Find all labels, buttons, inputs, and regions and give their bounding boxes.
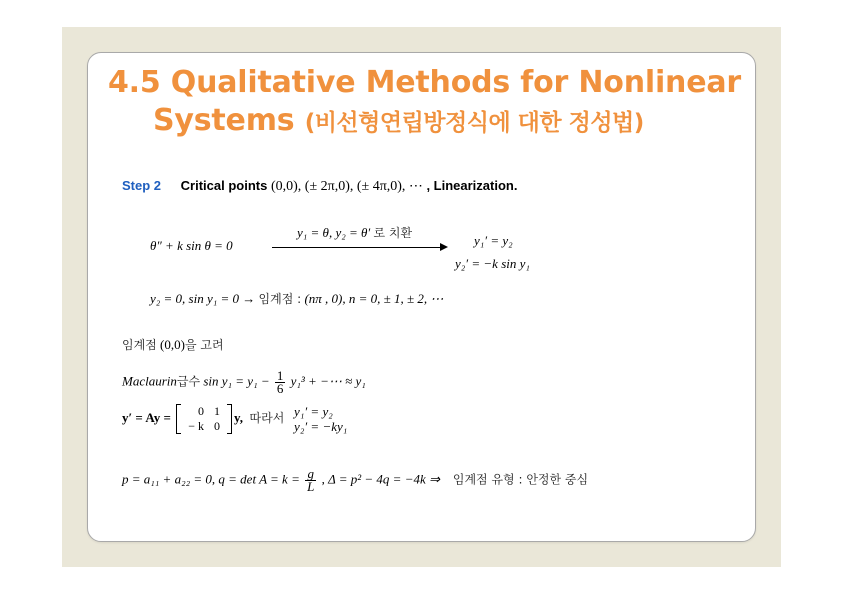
maclaurin-line bbox=[122, 370, 366, 395]
classification-line bbox=[122, 468, 588, 493]
eq1-result-1: y₁′ = y₂ bbox=[474, 233, 513, 248]
matrix-eq-r1: y₁′ = y₂ bbox=[294, 404, 333, 419]
eq1-arrow-head bbox=[440, 243, 448, 251]
matrix-eq-r2: y₂′ = −ky₁ bbox=[294, 419, 348, 434]
eq1-left: θ″ + k sin θ = 0 bbox=[150, 238, 233, 253]
matrix-eq-lhs: y′ = Ay = bbox=[122, 409, 171, 425]
classification-pq: p = a₁₁ + a₂₂ = 0, q = det A = k = bbox=[122, 471, 300, 487]
classification-kr: 임계점 유형 : 안정한 중심 bbox=[452, 472, 589, 487]
maclaurin-rhs: y₁³ + −⋯ ≈ y₁ bbox=[290, 373, 366, 389]
slide-title bbox=[108, 64, 741, 142]
maclaurin-frac-num: 1 bbox=[276, 368, 284, 383]
title-line-2-en: Systems bbox=[153, 103, 295, 138]
critical-points-label: Critical points bbox=[180, 178, 268, 193]
title-line-1: 4.5 Qualitative Methods for Nonlinear bbox=[108, 65, 741, 100]
matrix-eq-after: y, bbox=[233, 409, 244, 425]
critical-points-values: (0,0), (± 2π,0), (± 4π,0), ⋯ bbox=[270, 179, 427, 194]
classification-frac-den: L bbox=[307, 479, 315, 494]
matrix-eq-line bbox=[122, 404, 347, 434]
consider-line bbox=[122, 336, 224, 353]
step-2-line bbox=[122, 178, 517, 195]
linearization-label: , Linearization. bbox=[426, 178, 518, 193]
classification-fraction bbox=[305, 468, 316, 493]
title-line-2-kr: (비선형연립방정식에 대한 정성법) bbox=[304, 110, 644, 136]
matrix-a bbox=[176, 404, 232, 434]
matrix-a11: 0 bbox=[197, 404, 204, 418]
eq2-right: (nπ , 0), n = 0, ± 1, ± 2, ⋯ bbox=[304, 291, 444, 306]
eq2-kr: 임계점 : bbox=[258, 292, 302, 306]
eq1-arrow-line bbox=[272, 247, 444, 248]
eq1-result-2: y₂′ = −k sin y₁ bbox=[455, 256, 530, 271]
step-label: Step 2 bbox=[122, 178, 162, 193]
maclaurin-frac-den: 6 bbox=[276, 381, 284, 396]
classification-delta: , Δ = p² − 4q = −4k ⇒ bbox=[321, 471, 440, 487]
matrix-a21: − k bbox=[188, 419, 204, 433]
maclaurin-fraction bbox=[275, 370, 286, 395]
eq1-substitution-kr: 로 치환 bbox=[373, 226, 413, 240]
maclaurin-lhs: sin y₁ = y₁ − bbox=[203, 373, 270, 389]
classification-frac-num: g bbox=[305, 468, 316, 481]
eq2-line bbox=[150, 290, 443, 307]
eq1-substitution: y₁ = θ, y₂ = θ′ bbox=[297, 225, 371, 240]
maclaurin-name: Maclaurin bbox=[122, 373, 177, 389]
title-line-2 bbox=[108, 102, 741, 142]
eq1-arrow-label bbox=[297, 224, 412, 241]
matrix-a12: 1 bbox=[213, 404, 220, 418]
matrix-a22: 0 bbox=[213, 419, 220, 433]
consider-kr-2: 을 고려 bbox=[184, 338, 224, 352]
maclaurin-kr: 급수 bbox=[176, 374, 201, 389]
consider-point: (0,0) bbox=[160, 337, 185, 352]
eq2-left: y₂ = 0, sin y₁ = 0 → bbox=[150, 291, 256, 306]
matrix-eq-kr: 따라서 bbox=[249, 410, 285, 425]
matrix-eq-result bbox=[294, 404, 347, 434]
consider-kr-1: 임계점 bbox=[122, 338, 157, 352]
